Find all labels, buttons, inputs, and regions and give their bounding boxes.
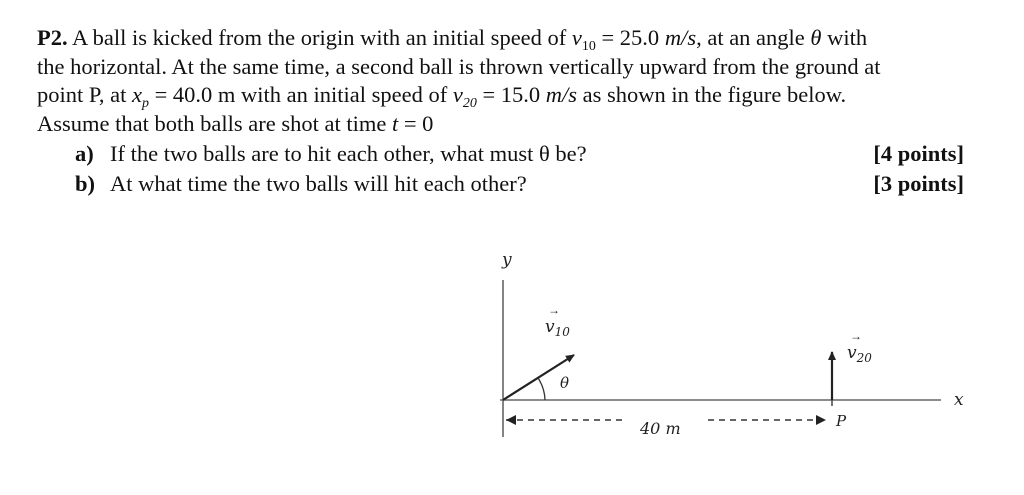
x-axis-label: x xyxy=(954,390,964,410)
problem-text: point P, at xyxy=(37,82,133,107)
v2-symbol: v xyxy=(452,82,463,107)
problem-text: = 25.0 xyxy=(595,25,665,50)
theta-label: θ xyxy=(560,374,570,392)
part-question: If the two balls are to hit each other, what must θ be? xyxy=(110,141,587,166)
part-letter: b) xyxy=(75,171,96,196)
vector-mark-icon: → xyxy=(548,303,560,317)
part-letter: a) xyxy=(75,141,94,166)
part-points: [3 points] xyxy=(873,171,964,196)
distance-arrowhead-right xyxy=(816,415,826,425)
y-axis-label: y xyxy=(502,250,512,270)
v20-label: $v_{20}$ xyxy=(847,343,872,365)
vector-mark-icon: → xyxy=(850,329,862,343)
problem-text: = 15.0 xyxy=(476,82,546,107)
xp-symbol: x xyxy=(132,82,143,107)
distance-label: 40 m xyxy=(640,419,681,438)
v1-symbol: v xyxy=(571,25,582,50)
problem-text: Assume that both balls are shot at time xyxy=(37,110,392,136)
distance-arrowhead-left xyxy=(506,415,516,425)
problem-label: P2. xyxy=(37,25,68,50)
problem-line-2: the horizontal. At the same time, a second ball is thrown vertically upward from the ground at xyxy=(37,53,881,79)
problem-text: = 0 xyxy=(398,110,434,136)
part-question: At what time the two balls will hit each other? xyxy=(110,171,527,196)
problem-text: A ball is kicked from the origin with an initial speed of xyxy=(67,25,572,50)
v1-subscript: 10 xyxy=(581,38,596,54)
problem-text: = 40.0 m with an initial speed of xyxy=(148,82,453,107)
unit-ms: m/s xyxy=(664,25,697,50)
unit-ms: m/s xyxy=(545,82,578,107)
angle-arc xyxy=(538,378,545,400)
v10-label: $v_{10}$ xyxy=(545,317,570,339)
t-symbol: t xyxy=(391,110,399,136)
problem-text: with xyxy=(821,25,868,50)
v2-subscript: 20 xyxy=(462,95,477,111)
point-p-label: P xyxy=(836,412,847,430)
xp-subscript: p xyxy=(142,95,149,111)
problem-text: as shown in the figure below. xyxy=(577,82,847,107)
theta-symbol: θ xyxy=(810,25,822,50)
problem-text: , at an angle xyxy=(696,25,811,50)
part-points: [4 points] xyxy=(873,141,964,166)
